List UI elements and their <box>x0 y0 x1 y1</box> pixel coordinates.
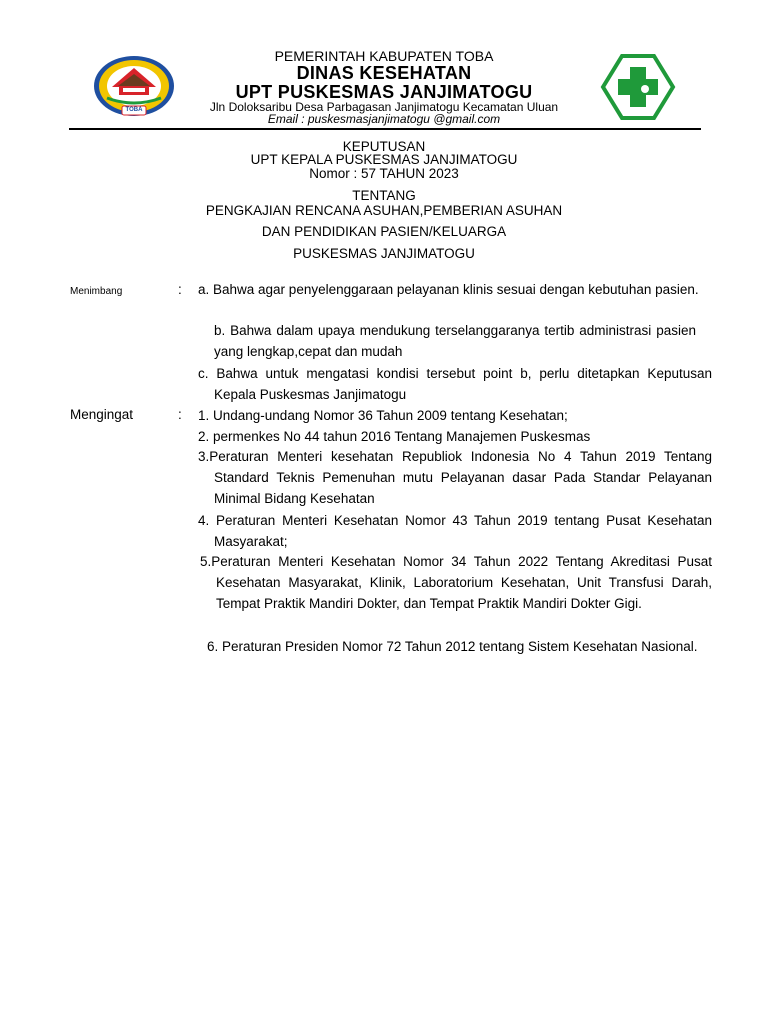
title-subject-2: DAN PENDIDIKAN PASIEN/KELUARGA <box>261 224 507 239</box>
title-tentang: TENTANG <box>352 188 416 203</box>
header-institution: UPT PUSKESMAS JANJIMATOGU <box>235 82 533 102</box>
title-nomor: Nomor : 57 TAHUN 2023 <box>309 166 459 181</box>
header-government: PEMERINTAH KABUPATEN TOBA <box>274 48 494 64</box>
menimbang-item-c: c. Bahwa untuk mengatasi kondisi tersebut point b, perlu ditetapkan Keputusan Kepala Puskesmas Janjimatogu <box>198 366 712 402</box>
toba-logo-text: TOBA <box>125 107 143 113</box>
mengingat-item-1: 1. Undang-undang Nomor 36 Tahun 2009 tentang Kesehatan; <box>198 408 568 423</box>
menimbang-item-b: b. Bahwa dalam upaya mendukung terselanggaranya tertib administrasi pasien yang lengkap,cepat dan mudah <box>214 323 696 359</box>
title-subject-1: PENGKAJIAN RENCANA ASUHAN,PEMBERIAN ASUHAN <box>205 203 563 218</box>
mengingat-item-3: 3.Peraturan Menteri kesehatan Republiok Indonesia No 4 Tahun 2019 Tentang Standard Teknis Pemenuhan mutu Pelayanan dasar Pada Standar Pelayanan Minimal Bidang Kesehatan <box>198 449 712 506</box>
mengingat-colon: : <box>178 407 182 422</box>
mengingat-item-4: 4. Peraturan Menteri Kesehatan Nomor 43 Tahun 2019 tentang Pusat Kesehatan Masyarakat; <box>198 513 712 549</box>
header-address: Jln Doloksaribu Desa Parbagasan Janjimatogu Kecamatan Uluan <box>209 100 559 114</box>
title-upt: UPT KEPALA PUSKESMAS JANJIMATOGU <box>250 152 518 167</box>
mengingat-item-5: 5.Peraturan Menteri Kesehatan Nomor 34 Tahun 2022 Tentang Akreditasi Pusat Kesehatan Masyarakat, Klinik, Laboratorium Kesehatan, Unit Transfusi Darah, Tempat Praktik Mandiri Dokter, dan Tempat Praktik Mandiri Dokter Gigi. <box>200 554 712 611</box>
menimbang-item-a: a. Bahwa agar penyelenggaraan pelayanan klinis sesuai dengan kebutuhan pasien. <box>198 282 699 297</box>
header-divider <box>69 128 701 130</box>
mengingat-item-2: 2. permenkes No 44 tahun 2016 Tentang Manajemen Puskesmas <box>198 429 591 444</box>
mengingat-item-6: 6. Peraturan Presiden Nomor 72 Tahun 2012 tentang Sistem Kesehatan Nasional. <box>207 639 698 654</box>
mengingat-label: Mengingat <box>70 407 134 422</box>
menimbang-label: Menimbang <box>70 286 123 297</box>
title-subject-3: PUSKESMAS JANJIMATOGU <box>293 246 475 261</box>
menimbang-colon: : <box>178 282 182 297</box>
title-keputusan: KEPUTUSAN <box>342 139 426 154</box>
header-email: Email : puskesmasjanjimatogu @gmail.com <box>267 112 501 126</box>
header-agency: DINAS KESEHATAN <box>296 63 472 83</box>
